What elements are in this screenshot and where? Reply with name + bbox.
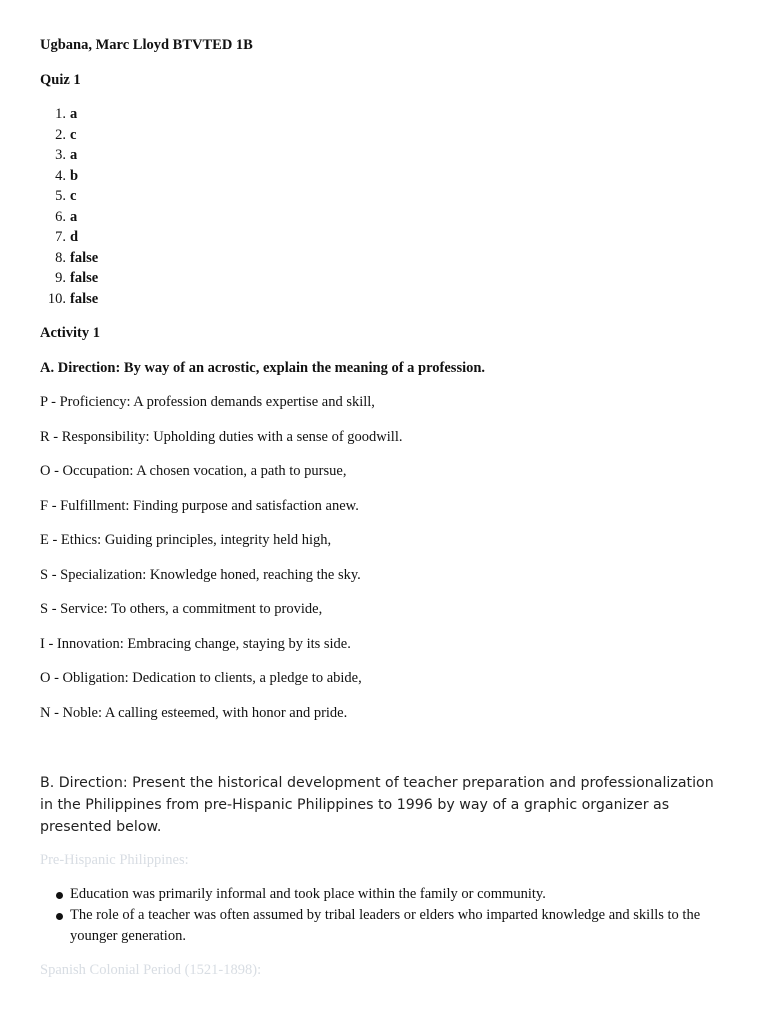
list-item <box>40 228 340 246</box>
quiz-item-answer: b <box>70 167 79 184</box>
quiz-item-number: 5. <box>55 188 66 204</box>
direction-b: B. Direction: Present the historical development of teacher preparation and professionalization in the Philippines from pre-Hispanic Philippines to 1996 by way of a graphic organizer as presented below. <box>40 775 714 835</box>
quiz-item-answer: d <box>70 229 79 245</box>
pre-hispanic-heading: Pre-Hispanic Philippines: <box>40 852 189 868</box>
quiz-item-number: 4. <box>55 167 66 184</box>
list-item <box>40 249 340 267</box>
quiz-item-answer: c <box>70 126 77 143</box>
quiz-item-answer: false <box>70 270 99 286</box>
quiz-item-answer: c <box>70 188 77 204</box>
list-item <box>40 187 340 205</box>
quiz-item-number: 7. <box>55 229 66 245</box>
quiz-item-number: 9. <box>55 270 66 286</box>
bullet-text: The role of a teacher was often assumed by tribal leaders or elders who imparted knowledge and skills to the younger generation. <box>70 907 701 944</box>
acrostic-line: R - Responsibility: Upholding duties with a sense of goodwill. <box>40 429 403 445</box>
activity-title: Activity 1 <box>40 325 100 341</box>
bullet-icon <box>56 892 63 899</box>
list-item <box>40 290 340 308</box>
list-item <box>40 146 340 164</box>
list-item <box>40 884 730 905</box>
acrostic-line: O - Obligation: Dedication to clients, a pledge to abide, <box>40 670 362 686</box>
acrostic-line: E - Ethics: Guiding principles, integrity held high, <box>40 532 332 548</box>
bullet-icon <box>56 913 63 920</box>
quiz-item-answer: false <box>70 249 99 266</box>
quiz-item-number: 6. <box>55 208 66 225</box>
quiz-item-answer: a <box>70 106 78 122</box>
quiz-item-number: 3. <box>55 147 66 163</box>
list-item <box>40 208 340 226</box>
acrostic-line: P - Proficiency: A profession demands expertise and skill, <box>40 394 375 410</box>
quiz-title: Quiz 1 <box>40 72 81 88</box>
acrostic-line: F - Fulfillment: Finding purpose and satisfaction anew. <box>40 498 359 514</box>
list-item <box>40 126 340 144</box>
acrostic-line: I - Innovation: Embracing change, staying by its side. <box>40 636 351 652</box>
quiz-item-answer: a <box>70 208 78 225</box>
acrostic-line: O - Occupation: A chosen vocation, a path to pursue, <box>40 463 347 479</box>
direction-a: A. Direction: By way of an acrostic, explain the meaning of a profession. <box>40 360 486 376</box>
spanish-period-heading: Spanish Colonial Period (1521-1898): <box>40 962 262 978</box>
quiz-item-answer: false <box>70 290 99 307</box>
list-item <box>40 269 340 287</box>
quiz-item-number: 10. <box>47 290 66 307</box>
pre-hispanic-bullet-list <box>40 884 730 947</box>
quiz-item-answer: a <box>70 147 78 163</box>
acrostic-line: N - Noble: A calling esteemed, with honor and pride. <box>40 705 348 721</box>
quiz-item-number: 8. <box>55 249 66 266</box>
list-item <box>40 105 340 123</box>
quiz-item-number: 1. <box>55 106 66 122</box>
acrostic-line: S - Service: To others, a commitment to provide, <box>40 601 323 617</box>
quiz-item-number: 2. <box>55 126 66 143</box>
list-item <box>40 167 340 185</box>
list-item <box>40 905 730 947</box>
acrostic-line: S - Specialization: Knowledge honed, reaching the sky. <box>40 567 361 583</box>
bullet-text: Education was primarily informal and took place within the family or community. <box>70 886 546 902</box>
student-name-line: Ugbana, Marc Lloyd BTVTED 1B <box>40 37 253 53</box>
